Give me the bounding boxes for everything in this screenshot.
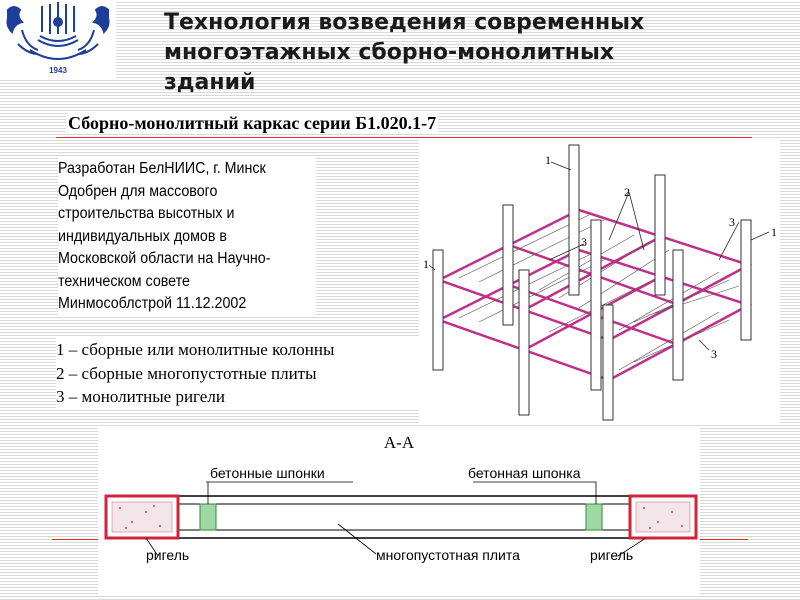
title-line: многоэтажных сборно-монолитных	[164, 40, 615, 65]
iso-label-1-right: 1	[771, 225, 777, 239]
beam-right-section	[630, 496, 696, 538]
page-title	[164, 8, 784, 98]
university-logo	[0, 0, 116, 78]
iso-label-1: 1	[545, 153, 551, 167]
legend-item-columns: 1 – сборные или монолитные колонны	[56, 340, 335, 359]
isometric-frame-svg	[419, 140, 780, 425]
section-svg	[98, 426, 700, 596]
title-line: зданий	[164, 70, 256, 95]
description-line: Минмособлстрой 11.12.2002	[58, 295, 247, 312]
label-beam-left: ригель	[146, 547, 190, 563]
university-emblem	[0, 0, 116, 78]
emblem-center-icon	[53, 17, 63, 27]
red-divider-bottom-left	[52, 539, 98, 540]
description-block	[58, 158, 316, 316]
description-line: техническом совете	[58, 272, 190, 290]
beam-left-section	[106, 496, 178, 538]
concrete-key-right	[586, 504, 602, 530]
red-divider-top	[56, 137, 752, 138]
label-concrete-key: бетонная шпонка	[468, 465, 581, 481]
hollow-slab-section	[178, 496, 630, 538]
iso-label-3-bottom: 3	[711, 347, 717, 361]
description-line: Разработан БелНИИС, г. Минск	[58, 160, 266, 177]
label-concrete-keys: бетонные шпонки	[210, 465, 325, 481]
concrete-key-left	[200, 504, 216, 530]
iso-label-2: 2	[624, 185, 630, 199]
legend-item-beams: 3 – монолитные ригели	[56, 387, 225, 406]
title-line: Технология возведения современных	[164, 10, 645, 35]
label-hollow-slab: многопустотная плита	[376, 547, 520, 563]
columns	[433, 145, 751, 420]
description-line: строительства высотных и	[58, 205, 235, 222]
iso-label-3-center: 3	[581, 235, 587, 249]
red-divider-bottom-right	[700, 539, 748, 540]
iso-label-1-left: 1	[423, 257, 429, 271]
legend-item-slabs: 2 – сборные многопустотные плиты	[56, 363, 317, 383]
legend-list	[56, 338, 420, 409]
section-title: А-А	[383, 433, 415, 452]
description-line: индивидуальных домов в	[58, 227, 227, 245]
description-line: Одобрен для массового	[58, 182, 218, 200]
series-subtitle: Сборно-монолитный каркас серии Б1.020.1-7	[68, 113, 437, 133]
iso-label-3: 3	[729, 215, 735, 229]
logo-year: 1943	[49, 66, 67, 75]
label-beam-right: ригель	[590, 547, 634, 563]
isometric-frame-drawing	[419, 140, 780, 425]
description-line: Московской области на Научно-	[58, 250, 271, 267]
section-drawing-a-a	[98, 426, 700, 596]
